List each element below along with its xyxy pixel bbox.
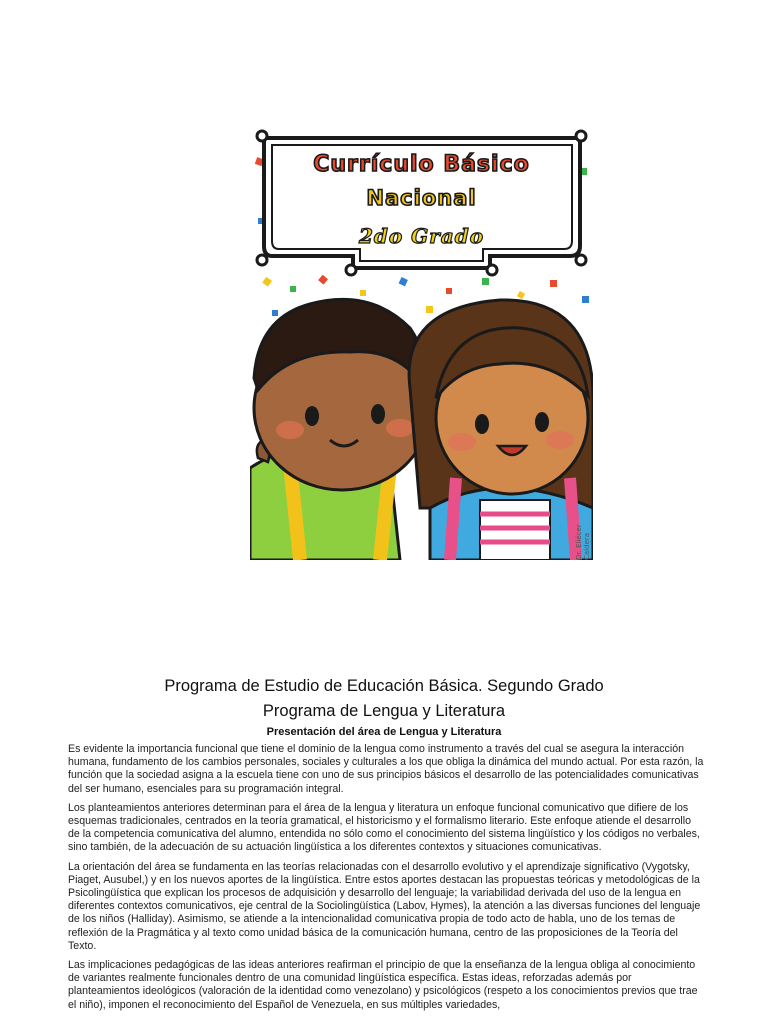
cover-title-line1: Currículo Básico [313, 152, 530, 177]
section-heading: Presentación del área de Lengua y Literatura [266, 726, 502, 738]
document-subtitle: Programa de Lengua y Literatura [262, 702, 506, 720]
paragraph: La orientación del área se fundamenta en las teorías relacionadas con el desarrollo evolutivo y el aprendizaje significativo (Vygotsky, Piaget, Ausubel,) y en los nuevos aportes de la lingüística. Entre estos aportes destacan las propuestas teóricas y metodológicas de la Psicolingüística que explican los procesos de adquisición y desarrollo del lenguaje; la variabilidad derivada del uso de la lengua en diferentes contextos comunicativos, eje central de la Sociolingüística (Labov, Hymes), la atención a las diversas funciones del lenguaje de los niños (Halliday). Asimismo, se atiende a la intencionalidad comunicativa propia de todo acto de habla, uno de los temas de reflexión de la Pragmática y al texto como unidad básica de la comunicación humana, centro de las proposiciones de la Teoría del Texto. [68, 860, 701, 952]
cover-credit: Dr. Eliécer Caldera [575, 524, 591, 560]
cover-title-line2: Nacional [366, 186, 477, 210]
cover-image [250, 128, 593, 560]
paragraph: Es evidente la importancia funcional que tiene el dominio de la lengua como instrumento a través del cual se asegura la interacción humana, fundamento de los cambios personales, sociales y culturales a los que obliga la dinámica del mundo actual. Por esta razón, la función que la sociedad asigna a la escuela tiene con uno de sus principios básicos el desarrollo de las potencialidades comunicativas del ser humano, esenciales para su programación integral. [68, 743, 704, 795]
document-title: Programa de Estudio de Educación Básica. Segundo Grado [164, 677, 604, 695]
boy-illustration [250, 299, 430, 560]
cover-grade-label: 2do Grado [358, 224, 485, 248]
document-body [68, 743, 704, 1018]
paragraph: Los planteamientos anteriores determinan para el área de la lengua y literatura un enfoque funcional comunicativo que difiere de los esquemas tradicionales, centrados en la teoría gramatical, el historicismo y el formalismo literario. Este enfoque atiende el desarrollo de la competencia comunicativa del alumno, entendida no sólo como el conocimiento del sistema lingüístico y los códigos no verbales, sino también, de la adecuación de su actuación lingüística a los diferentes contextos y situaciones comunicativas. [68, 801, 700, 854]
girl-illustration [409, 300, 593, 560]
paragraph: Las implicaciones pedagógicas de las ideas anteriores reafirman el principio de que la enseñanza de la lengua obliga al conocimiento de variantes realmente funcionales dentro de una comunidad lingüística específica. Estas ideas, reforzadas además por planteamientos ideológicos (valoración de la identidad como venezolano) y psicológicos (respeto a los conocimientos previos que trae el niño), imponen el reconocimiento del Español de Venezuela, en sus múltiples variedades, [68, 959, 698, 1011]
